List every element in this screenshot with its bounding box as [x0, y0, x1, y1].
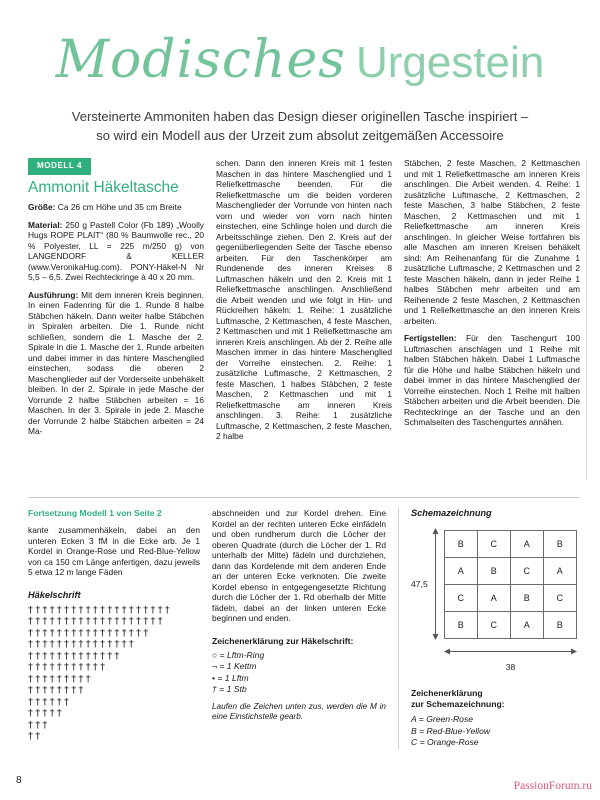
- section-divider: [28, 497, 580, 498]
- schema-cell: B: [544, 612, 577, 639]
- watermark: PassionForum.ru: [513, 780, 592, 792]
- instructions-paragraph-3: Stäbchen, 2 feste Maschen, 2 Kettmaschen und mit 1 Reliefkettmasche am inneren Kreis anschlingen. Die Arbeit wenden. 4. Reihe: 1 zusätzliche Luftmasche, 2 Kettmaschen, 2 feste Maschen, 3 halbe Stäbchen, 2 feste Maschen, 2 Kettmaschen und mit 1 Reliefkettmasche am inneren Kreis anschlingen. In gleicher Weise fortfahren bis alle Maschen am inneren Kreisen behäkelt sind: Am Reihenanfang für die Zunahme 1 zusätzliche Luftmasche, 2 Kettmaschen und 2 feste Maschen häkeln, dann in jeder Reihe 1 halbes Stäbchen mehr arbeiten und am Reihenende 2 feste Maschen, 2 Kettmaschen und 1 Reliefkettmasche an den inneren Kreis arbeiten.: [404, 158, 580, 326]
- chart-legend-title: Zeichenerklärung zur Häkelschrift:: [212, 635, 354, 646]
- page-title-rest: Urgestein: [355, 38, 545, 87]
- haekelschrift-chart: †††††††††††††††††††† ††††††††††††††††††† ††††††††††††††††† ††††††††††††††† ††††††††††††† ††††††††††† ††††††††† †††††††† †††††† ††††† ††† ††: [28, 604, 172, 742]
- schema-width-measure: [444, 643, 577, 672]
- schema-cell: B: [445, 531, 478, 558]
- instructions-paragraph-1: [28, 290, 204, 437]
- schema-cell: B: [544, 531, 577, 558]
- schema-legend-title-line2: zur Schemazeichnung:: [411, 699, 505, 709]
- schema-legend: [411, 714, 580, 749]
- schema-cell: A: [445, 558, 478, 585]
- schema-grid: [444, 530, 577, 639]
- schema-cell: C: [544, 585, 577, 612]
- schema-cell: B: [445, 612, 478, 639]
- page-number: 8: [16, 775, 22, 786]
- legend-item-kettm: ¬ = 1 Kettm: [212, 661, 257, 671]
- legend-item-ring: ○ = Lftm-Ring: [212, 649, 265, 660]
- masthead: [0, 30, 600, 90]
- size-paragraph: [28, 202, 204, 213]
- subtitle-line-2: so wird ein Modell aus der Urzeit zum absolut zeitgemäßen Accessoire: [96, 128, 504, 143]
- schema-legend-title: [411, 688, 580, 710]
- material-label: Material:: [28, 219, 63, 230]
- schema-cell: A: [544, 558, 577, 585]
- schema-cell: C: [478, 612, 511, 639]
- schema-cell: C: [511, 558, 544, 585]
- schema-width-label: 38: [505, 662, 516, 672]
- continuation-text-1: kante zusammenhäkeln, dabei an den unteren Ecken 3 fM in die Ecke arb. Je 1 Kordel in Orange-Rose und Red-Blue-Yellow von ca 150 cm Länge anfertigen, dazu jeweils 5 etwa 12 m lange Fäden: [28, 525, 200, 577]
- chart-title: Häkelschrift: [28, 589, 81, 600]
- schema-height-label: 47,5: [411, 579, 428, 589]
- size-label: Größe:: [28, 202, 56, 212]
- material-paragraph: [28, 220, 204, 283]
- legend-item-stb: † = 1 Stb: [212, 684, 247, 694]
- schema-legend-item-c: C = Orange-Rose: [411, 737, 479, 747]
- continuation-column-2: [212, 508, 386, 749]
- material-text: 250 g Pastell Color (Fb 189) „Woolly Hugs ROPE PLAIT“ (80 % Baumwolle rec., 20 % Polyester, LL = 225 m/250 g) von LANGENDORF & KELLER (www.VeronikaHug.com). PONY-Häkel-N Nr 5,5 – 6,5. Zwei Rechteckringe à 40 x 20 mm.: [28, 219, 204, 282]
- pattern-column-2: [216, 158, 392, 449]
- legend-item-lftm: • = 1 Lftm: [212, 672, 249, 683]
- schema-cell: A: [478, 585, 511, 612]
- schema-legend-item-b: B = Red-Blue-Yellow: [411, 725, 491, 736]
- instructions-label: Ausführung:: [28, 289, 79, 300]
- instructions-text-1: Mit dem inneren Kreis beginnen. In einen Fadenring für die 1. Runde 8 halbe Stäbchen häkeln. Dann weiter halbe Stäbchen in Spiralen arbeiten. Die 1. Runde nicht schließen, sondern die 1. Masche der 2. Spirale in die 1. Masche der 1. Runde arbeiten und dabei immer in das hintere Maschenglied einstechen, sodass die oberen 2 Maschenglieder auf der Vorderseite unbehäkelt bleiben. In der 2. Spirale in jede Masche der Vorrunde 2 halbe Stäbchen arbeiten = 16 Maschen. In der 3. Spirale in jede 2. Masche der Vorrunde 2 halbe Stäbchen arbeiten = 24 Ma-: [28, 289, 204, 436]
- schema-legend-item-a: A = Green-Rose: [411, 714, 474, 724]
- schema-cell: C: [445, 585, 478, 612]
- subtitle-line-1: Versteinerte Ammoniten haben das Design dieser originellen Tasche inspiriert –: [71, 109, 529, 124]
- schema-cell: A: [511, 612, 544, 639]
- schema-cell: C: [478, 531, 511, 558]
- schema-column: [398, 508, 580, 749]
- continuation-column-1: [28, 508, 200, 749]
- continuation-section: [28, 508, 580, 749]
- page-subtitle: [0, 107, 600, 145]
- schema-cell: B: [478, 558, 511, 585]
- pattern-column-3: [404, 158, 580, 449]
- model-title: Ammonit Häkeltasche: [28, 178, 179, 196]
- horizontal-arrow-icon: [444, 647, 577, 656]
- model-badge: MODELL 4: [28, 158, 91, 175]
- continuation-heading: Fortsetzung Modell 1 von Seite 2: [28, 508, 162, 518]
- finishing-paragraph: [404, 333, 580, 428]
- column-rule: [586, 160, 587, 480]
- finishing-text: Für den Taschengurt 100 Luftmaschen anschlagen und 1 Reihe mit halben Stäbchen häkeln. Dabei 1 Luftmasche für die Höhe und halbe Stäbchen häkeln und dabei immer in das hintere Maschenglied der Vorreihe einstechen. Noch 1 Reihe mit halben Stäbchen arbeiten und die Arbeit beenden. Die Rechteckringe an der Tasche und an den Schmalseiten des Taschengurtes annähen.: [404, 333, 580, 427]
- chart-legend: [212, 650, 386, 696]
- schema-cell: A: [511, 531, 544, 558]
- chart-legend-note: Laufen die Zeichen unten zus, werden die M in eine Einstichstelle gearb.: [212, 701, 386, 721]
- schema-cell: B: [511, 585, 544, 612]
- page-title-script: Modisches: [55, 30, 346, 90]
- schema-grid-row: [411, 528, 580, 640]
- size-text: Ca 26 cm Höhe und 35 cm Breite: [55, 202, 182, 212]
- instructions-paragraph-2: schen. Dann den inneren Kreis mit 1 festen Maschen in das hintere Maschenglied und 1 Reliefkettmasche beenden. Für die Reliefkettmasche um die beiden vorderen Maschenglieder der Vorrunde von hinten nach vorn und wieder von vorn nach hinten einstechen, eine Schlinge holen und durch die Arbeitsschlinge ziehen. Den 2. Kreis auf der gegenüberliegenden Seite der Tasche ebenso arbeiten. Für den Taschenkörper am Rundenende des inneren Kreises 8 Luftmaschen häkeln und den 2. Kreis mit 1 Reliefkettmasche anschlingen. Anschließend die Arbeit wenden und wie folgt in Hin- und Rückreihen häkeln: 1. Reihe: 1 zusätzliche Luftmasche, 2 Kettmaschen, 4 feste Maschen, 2 Kettmaschen und mit 1 Reliefkettmasche am inneren Kreis anschlingen. Ab der 2. Reihe alle Maschen immer in das hintere Maschenglied der Vorreihe einstechen. 2. Reihe: 1 zusätzliche Luftmasche, 2 Kettmaschen, 2 feste Maschen, 1 halbes Stäbchen, 2 feste Maschen, 2 Kettmaschen und mit 1 Reliefkettmasche am inneren Kreis anschlingen. 3. Reihe: 1 zusätzliche Luftmasche, 2 Kettmaschen, 2 feste Maschen, 2 halbe: [216, 158, 392, 441]
- schema-legend-title-line1: Zeichenerklärung: [411, 688, 483, 698]
- vertical-arrow-icon: [431, 528, 440, 640]
- schema-title: Schemazeichnung: [411, 508, 492, 518]
- continuation-text-2: abschneiden und zur Kordel drehen. Eine Kordel an der rechten unteren Ecke einfädeln und oben rundherum durch die Löcher der oberen Quadrate (durch die Löcher der 1. Rd unterhalb der Mitte) fädeln und durchziehen, dann das Kordelende mit dem anderen Ende an der unteren Ecke verknoten. Die zweite Kordel ebenso in entgegengesetzte Richtung durch die Löcher der 1. Rd oberhalb der Mitte fädeln, dabei an der linken unteren Ecke beginnen und enden.: [212, 508, 386, 623]
- pattern-column-1: [28, 158, 204, 449]
- pattern-section: [28, 158, 580, 449]
- finishing-label: Fertigstellen:: [404, 333, 457, 343]
